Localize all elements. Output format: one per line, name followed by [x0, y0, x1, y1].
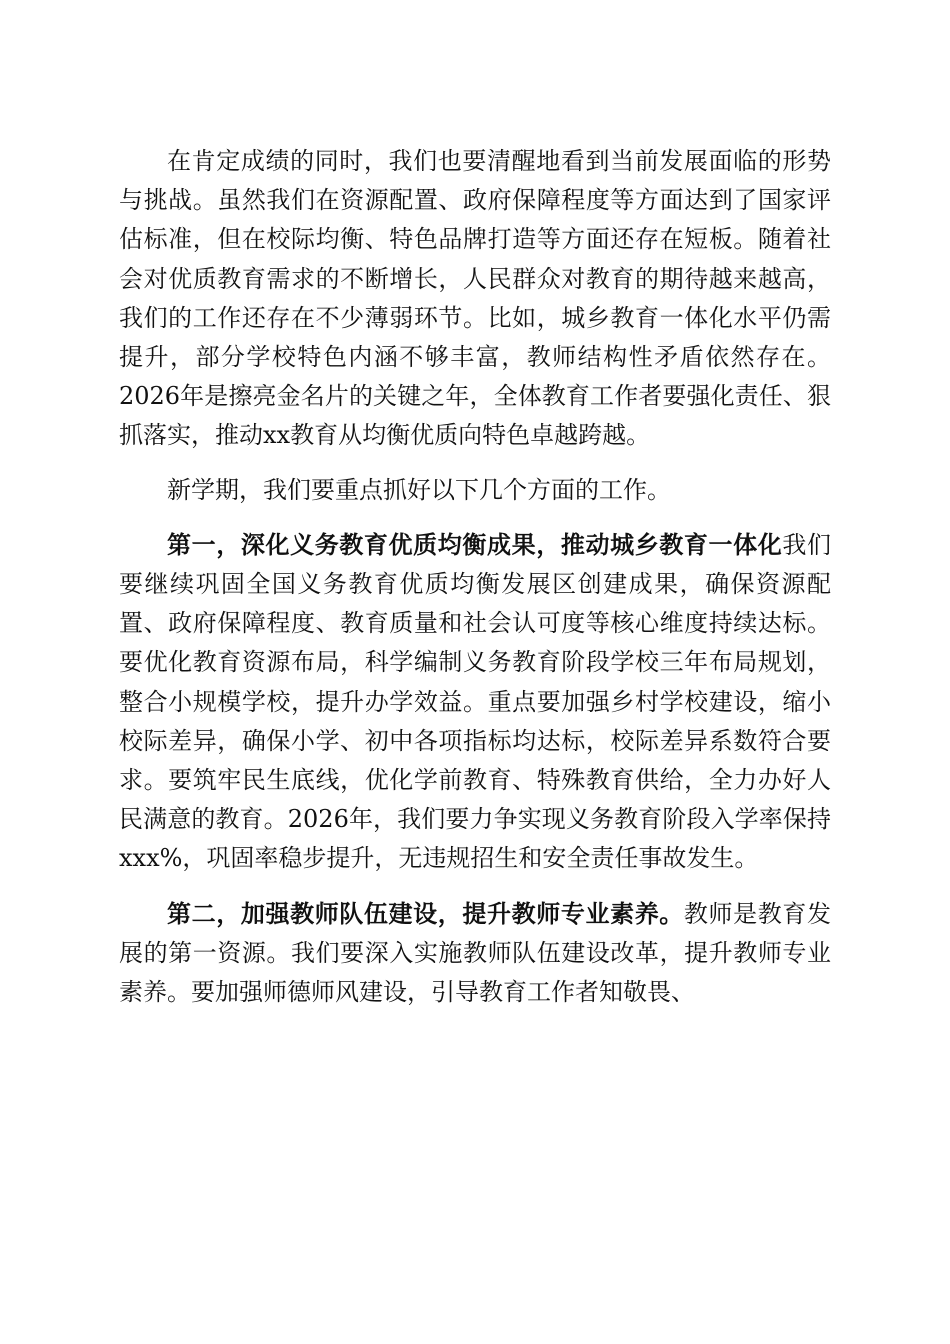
second-point-body: 教师是教育发展的第一资源。我们要深入实施教师队伍建设改革，提升教师专业素养。要加强师德师风建设，引导教育工作者知敬畏、	[119, 899, 831, 1007]
first-point-body: 我们要继续巩固全国义务教育优质均衡发展区创建成果，确保资源配置、政府保障程度、教育质量和社会认可度等核心维度持续达标。要优化教育资源布局，科学编制义务教育阶段学校三年布局规划，整合小规模学校，提升办学效益。重点要加强乡村学校建设，缩小校际差异，确保小学、初中各项指标均达标，校际差异系数符合要求。要筑牢民生底线，优化学前教育、特殊教育供给，全力办好人民满意的教育。2026年，我们要力争实现义务教育阶段入学率保持xxx%，巩固率稳步提升，无违规招生和安全责任事故发生。	[119, 530, 832, 873]
paragraph-first-point	[119, 525, 831, 879]
first-point-heading: 第一，深化义务教育优质均衡成果，推动城乡教育一体化	[167, 529, 783, 559]
document-body	[119, 142, 831, 1012]
paragraph-semester-intro: 新学期，我们要重点抓好以下几个方面的工作。	[167, 475, 671, 504]
second-point-heading: 第二，加强教师队伍建设，提升教师专业素养。	[167, 898, 684, 928]
paragraph-challenges: 在肯定成绩的同时，我们也要清醒地看到当前发展面临的形势与挑战。虽然我们在资源配置、政府保障程度等方面达到了国家评估标准，但在校际均衡、特色品牌打造等方面还存在短板。随着社会对优质教育需求的不断增长，人民群众对教育的期待越来越高，我们的工作还存在不少薄弱环节。比如，城乡教育一体化水平仍需提升，部分学校特色内涵不够丰富，教师结构性矛盾依然存在。2026年是擦亮金名片的关键之年，全体教育工作者要强化责任、狠抓落实，推动xx教育从均衡优质向特色卓越跨越。	[119, 147, 831, 450]
paragraph-second-point	[119, 894, 831, 1013]
